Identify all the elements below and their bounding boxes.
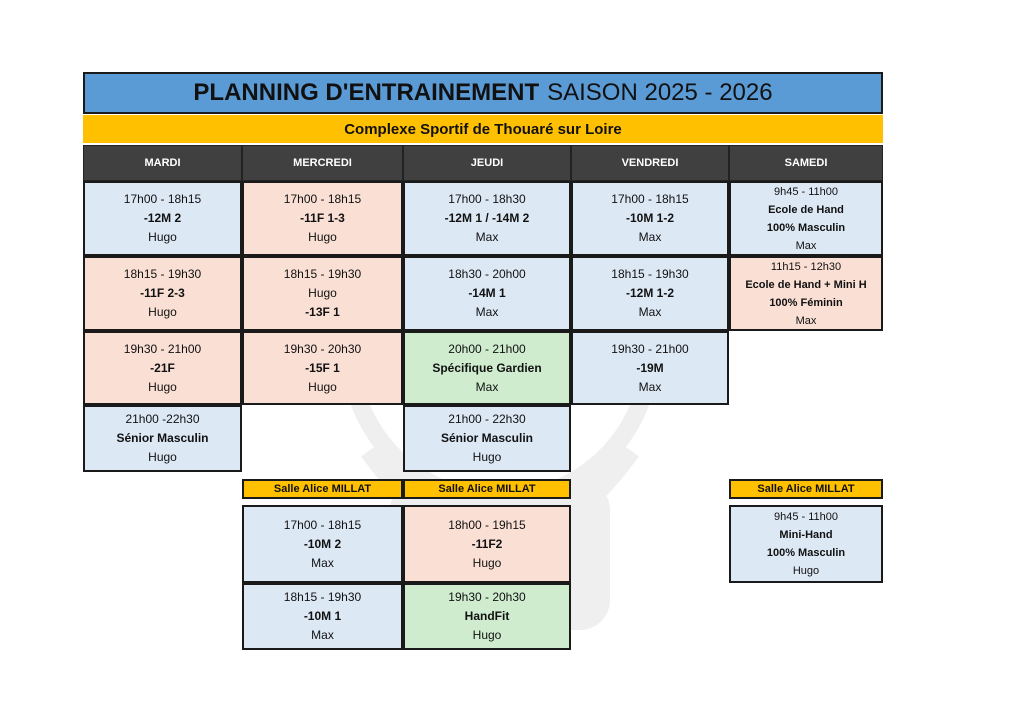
session-cell xyxy=(403,256,571,331)
session-group: -12M 1-2 xyxy=(625,286,675,300)
session-coach: Hugo xyxy=(308,286,337,300)
session-coach: Max xyxy=(795,239,817,252)
session-time: 19h30 - 20h30 xyxy=(283,341,362,356)
session-time: 17h00 - 18h15 xyxy=(283,517,362,532)
session-coach: Hugo xyxy=(308,379,337,394)
session-cell xyxy=(729,256,883,331)
session-time: 17h00 - 18h15 xyxy=(611,192,689,206)
session-cell xyxy=(403,505,571,583)
session-group: Mini-Hand xyxy=(779,529,833,541)
session-time: 19h30 - 20h30 xyxy=(448,590,526,604)
session-coach: Hugo xyxy=(148,450,177,464)
session-group: HandFit xyxy=(464,609,510,623)
session-group: -12M 1 / -14M 2 xyxy=(444,211,530,225)
session-coach: Max xyxy=(638,379,662,394)
session-group: Ecole de Hand + Mini H xyxy=(745,278,867,291)
session-coach: Hugo xyxy=(472,450,502,464)
session-time: 18h15 - 19h30 xyxy=(283,590,362,604)
session-group: -11F 2-3 xyxy=(140,286,185,300)
session-coach: Max xyxy=(795,314,817,327)
session-group: -14M 1 xyxy=(468,286,506,300)
session-time: 11h15 - 12h30 xyxy=(770,260,842,273)
session-time: 17h00 - 18h30 xyxy=(448,192,526,206)
session-group: -13F 1 xyxy=(305,305,340,319)
session-group: -11F2 xyxy=(471,536,503,551)
session-time: 19h30 - 21h00 xyxy=(611,341,689,356)
session-coach: Max xyxy=(475,305,499,319)
session-time: 18h15 - 19h30 xyxy=(611,267,689,281)
session-group: -10M 2 xyxy=(303,536,342,551)
session-cell xyxy=(242,256,403,331)
session-group: Spécifique Gardien xyxy=(432,360,542,375)
session-coach: Hugo xyxy=(472,555,502,570)
session-time: 18h15 - 19h30 xyxy=(123,267,202,281)
session-time: 18h15 - 19h30 xyxy=(283,267,362,281)
session-cell xyxy=(83,405,242,472)
title-season: SAISON 2025 - 2026 xyxy=(547,79,773,106)
session-group-note: 100% Masculin xyxy=(766,547,846,559)
session-cell xyxy=(571,181,729,256)
session-cell xyxy=(242,331,403,405)
session-time: 18h00 - 19h15 xyxy=(448,517,526,532)
session-coach: Hugo xyxy=(148,305,177,319)
session-cell xyxy=(242,505,403,583)
session-group: -12M 2 xyxy=(143,211,182,225)
session-coach: Hugo xyxy=(148,379,177,394)
session-cell xyxy=(729,505,883,583)
session-group: Sénior Masculin xyxy=(440,431,534,445)
session-coach: Hugo xyxy=(148,230,177,244)
session-time: 18h30 - 20h00 xyxy=(448,267,526,281)
session-time: 17h00 - 18h15 xyxy=(283,192,362,206)
session-coach: Max xyxy=(638,305,662,319)
session-coach: Max xyxy=(475,230,499,244)
session-time: 20h00 - 21h00 xyxy=(448,341,526,356)
day-header-samedi: SAMEDI xyxy=(729,145,883,181)
session-cell xyxy=(403,405,571,472)
session-group: Ecole de Hand xyxy=(768,203,844,216)
session-coach: Max xyxy=(475,379,499,394)
session-cell xyxy=(403,331,571,405)
session-time: 17h00 - 18h15 xyxy=(123,192,202,206)
session-group: -15F 1 xyxy=(305,360,340,375)
session-cell xyxy=(571,256,729,331)
session-coach: Max xyxy=(638,230,662,244)
session-group: -10M 1 xyxy=(303,609,342,623)
session-cell xyxy=(729,181,883,256)
session-cell xyxy=(403,583,571,650)
salle-label-samedi: Salle Alice MILLAT xyxy=(729,479,883,499)
day-header-mercredi: MERCREDI xyxy=(242,145,403,181)
session-group-note: 100% Masculin xyxy=(766,221,846,234)
venue-banner: Complexe Sportif de Thouaré sur Loire xyxy=(83,115,883,143)
session-time: 9h45 - 11h00 xyxy=(773,511,839,523)
session-cell xyxy=(242,583,403,650)
session-group-note: 100% Féminin xyxy=(769,296,843,309)
session-time: 21h00 -22h30 xyxy=(125,412,200,426)
title-bold: PLANNING D'ENTRAINEMENT xyxy=(193,79,540,106)
session-group: -10M 1-2 xyxy=(625,211,675,225)
session-coach: Hugo xyxy=(472,628,502,642)
day-header-vendredi: VENDREDI xyxy=(571,145,729,181)
session-coach: Hugo xyxy=(792,565,820,577)
session-time: 9h45 - 11h00 xyxy=(773,185,839,198)
day-header-jeudi: JEUDI xyxy=(403,145,571,181)
day-header-mardi: MARDI xyxy=(83,145,242,181)
session-group: -21F xyxy=(150,360,175,375)
session-cell xyxy=(83,181,242,256)
session-group: -19M xyxy=(636,360,664,375)
session-cell xyxy=(242,181,403,256)
session-group: Sénior Masculin xyxy=(116,431,209,445)
session-cell xyxy=(571,331,729,405)
session-cell xyxy=(403,181,571,256)
session-time: 19h30 - 21h00 xyxy=(123,341,202,356)
page-title xyxy=(83,72,883,114)
salle-label-mercredi: Salle Alice MILLAT xyxy=(242,479,403,499)
salle-label-jeudi: Salle Alice MILLAT xyxy=(403,479,571,499)
session-coach: Max xyxy=(311,628,334,642)
session-coach: Hugo xyxy=(308,230,337,244)
session-coach: Max xyxy=(311,555,334,570)
session-time: 21h00 - 22h30 xyxy=(448,412,526,426)
session-cell xyxy=(83,256,242,331)
session-cell xyxy=(83,331,242,405)
session-group: -11F 1-3 xyxy=(300,211,345,225)
